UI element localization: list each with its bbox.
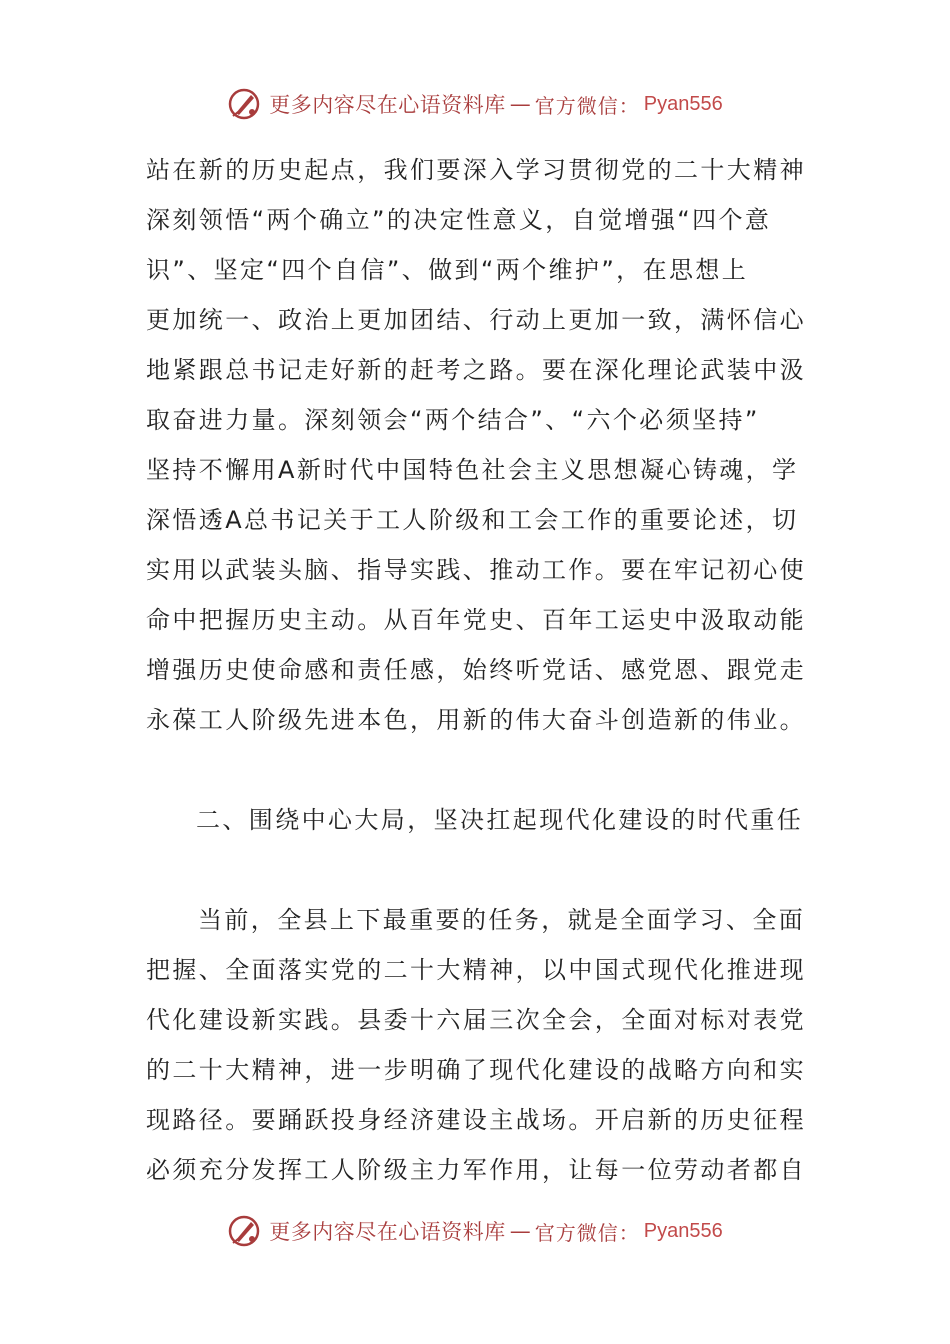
text-line: 实用以武装头脑、指导实践、推动工作。要在牢记初心使 <box>146 556 806 584</box>
watermark-wechat-id: Pyan556 <box>643 1219 723 1242</box>
text-line: 永葆工人阶级先进本色，用新的伟大奋斗创造新的伟业。 <box>146 706 806 734</box>
paragraph-spacer <box>146 745 806 795</box>
text-line: 深刻领悟“两个确立”的决定性意义，自觉增强“四个意 <box>146 206 772 234</box>
watermark-text: 更多内容尽在心语资料库 <box>269 1220 506 1244</box>
text-line: 代化建设新实践。县委十六届三次全会，全面对标对表党 <box>146 1006 806 1034</box>
text-line: 更加统一、政治上更加团结、行动上更加一致，满怀信心 <box>146 306 806 334</box>
text-line: 站在新的历史起点，我们要深入学习贯彻党的二十大精神 <box>146 156 806 184</box>
footer-watermark <box>0 1211 950 1251</box>
document-body <box>146 145 806 1195</box>
text-line: 命中把握历史主动。从百年党史、百年工运史中汲取动能 <box>146 606 806 634</box>
text-line: 增强历史使命感和责任感，始终听党话、感党恩、跟党走 <box>146 656 806 684</box>
quill-logo-icon <box>227 87 261 121</box>
text-line: 的二十大精神，进一步明确了现代化建设的战略方向和实 <box>146 1056 806 1084</box>
text-line: 当前，全县上下最重要的任务，就是全面学习、全面 <box>198 906 806 934</box>
text-line: 深悟透A总书记关于工人阶级和工会工作的重要论述，切 <box>146 506 799 534</box>
watermark-dash: — <box>509 1219 531 1243</box>
text-line: 把握、全面落实党的二十大精神，以中国式现代化推进现 <box>146 956 806 984</box>
text-line: 地紧跟总书记走好新的赶考之路。要在深化理论武装中汲 <box>146 356 806 384</box>
text-line: 坚持不懈用A新时代中国特色社会主义思想凝心铸魂，学 <box>146 456 799 484</box>
watermark-wechat-id: Pyan556 <box>643 92 723 115</box>
section-heading: 二、围绕中心大局，坚决扛起现代化建设的时代重任 <box>196 806 804 834</box>
paragraph-spacer <box>146 845 806 895</box>
header-watermark <box>0 84 950 124</box>
text-line: 识”、坚定“四个自信”、做到“两个维护”，在思想上 <box>146 256 749 284</box>
watermark-wechat-label: 官方微信： <box>534 93 640 118</box>
watermark-wechat-label: 官方微信： <box>534 1220 640 1245</box>
text-line: 取奋进力量。深刻领会“两个结合”、“六个必须坚持” <box>146 406 760 434</box>
paragraph-1 <box>146 145 806 745</box>
quill-logo-icon <box>227 1214 261 1248</box>
paragraph-2 <box>146 895 806 1195</box>
watermark-text: 更多内容尽在心语资料库 <box>269 93 506 117</box>
text-line: 必须充分发挥工人阶级主力军作用，让每一位劳动者都自 <box>146 1156 806 1184</box>
text-line: 现路径。要踊跃投身经济建设主战场。开启新的历史征程 <box>146 1106 806 1134</box>
watermark-dash: — <box>509 92 531 116</box>
